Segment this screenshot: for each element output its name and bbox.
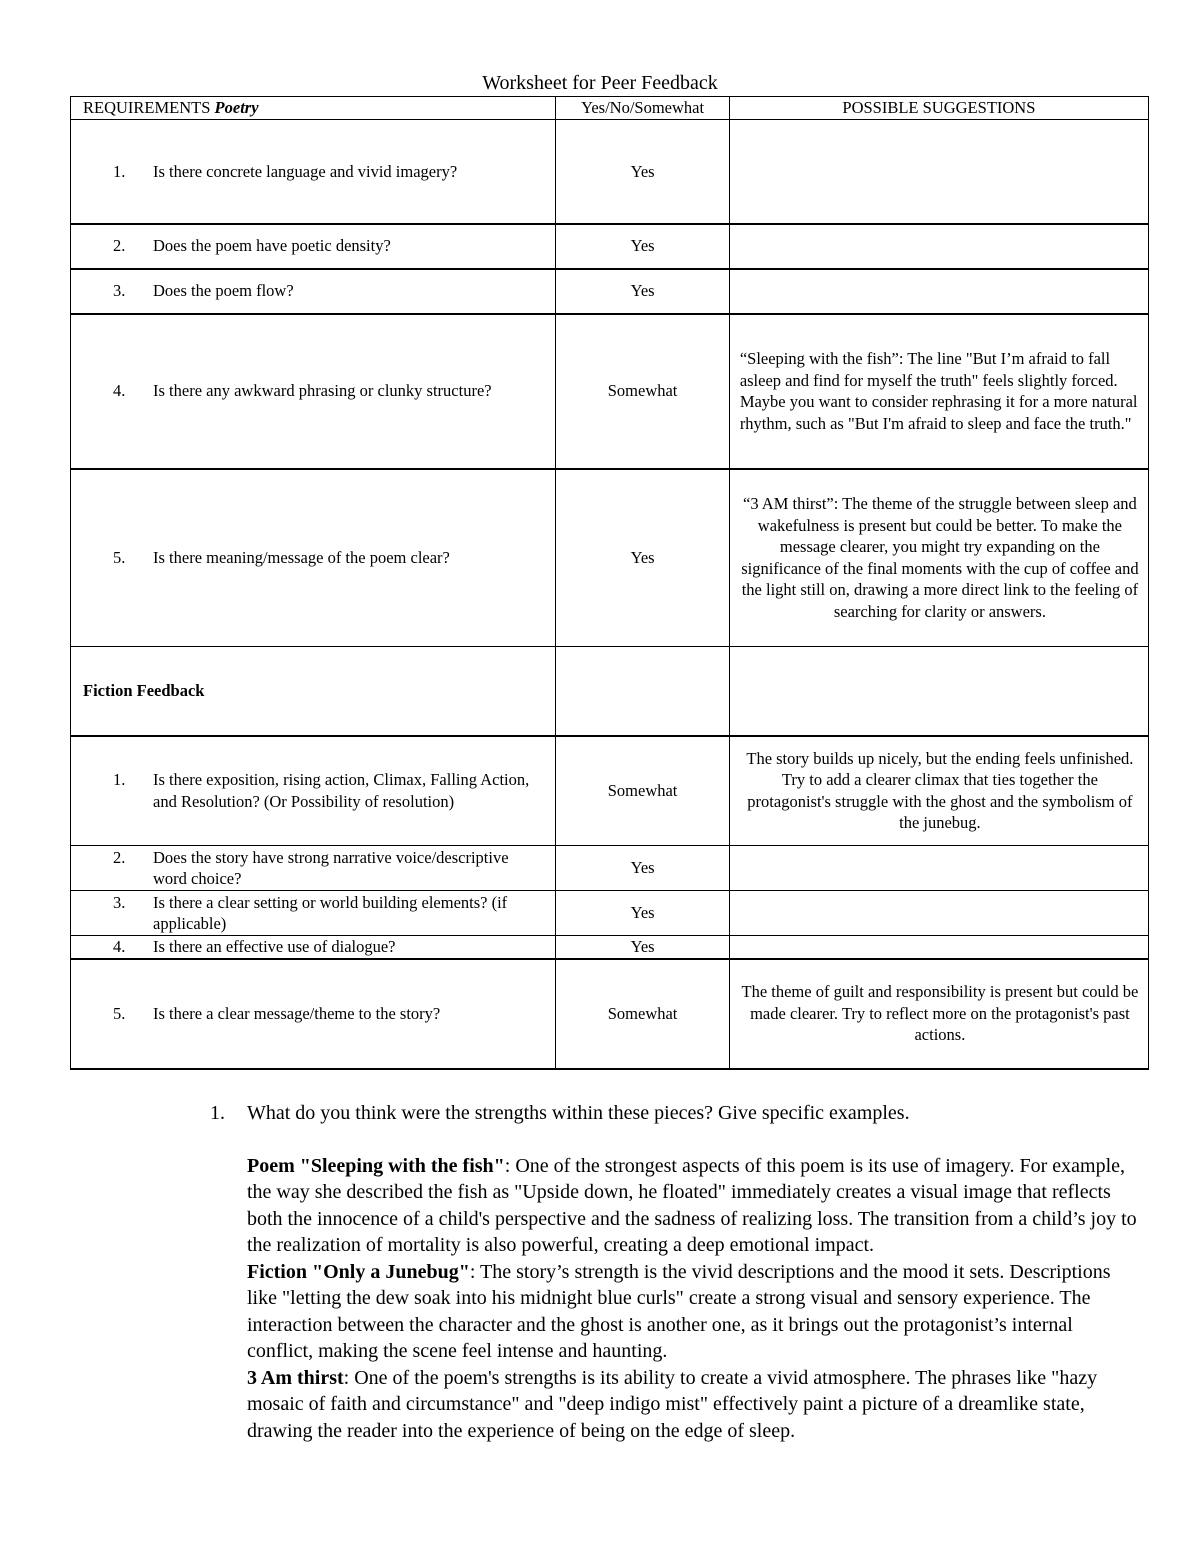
- suggestion-cell: [729, 846, 1148, 891]
- answer-cell: [556, 647, 729, 736]
- table-row: [71, 846, 1149, 891]
- table-row: [71, 314, 1149, 469]
- question-cell: 3. Does the poem flow?: [71, 269, 556, 314]
- suggestion-cell: [729, 647, 1148, 736]
- answer-cell: Somewhat: [556, 959, 729, 1069]
- suggestion-cell: [729, 891, 1148, 936]
- question-cell: 1. Is there concrete language and vivid imagery?: [71, 120, 556, 224]
- question-cell: 5. Is there meaning/message of the poem clear?: [71, 469, 556, 647]
- suggestion-cell: [729, 224, 1148, 269]
- table-row: [71, 469, 1149, 647]
- suggestion-cell: [729, 936, 1148, 959]
- suggestion-cell: “Sleeping with the fish”: The line "But I’m afraid to fall asleep and find for myself the truth" feels slightly forced. Maybe you want to consider rephrasing it for a more natural rhythm, such as "But I'm afraid to sleep and face the truth.": [729, 314, 1148, 469]
- table-row: [71, 120, 1149, 224]
- question-cell: 2. Does the story have strong narrative voice/descriptive word choice?: [71, 846, 556, 891]
- question-cell: 4. Is there any awkward phrasing or clunky structure?: [71, 314, 556, 469]
- poem-strength-paragraph: Poem "Sleeping with the fish": One of the strongest aspects of this poem is its use of imagery. For example, the way she described the fish as "Upside down, he floated" immediately creates a visual image that reflects both the innocence of a child's perspective and the sadness of realizing loss. The transition from a child’s joy to the realization of mortality is also powerful, creating a deep emotional impact.: [247, 1154, 1137, 1256]
- question-cell: 3. Is there a clear setting or world building elements? (if applicable): [71, 891, 556, 936]
- table-header-row: [71, 97, 1149, 120]
- answer-cell: Yes: [556, 120, 729, 224]
- suggestion-cell: [729, 269, 1148, 314]
- table-row: [71, 224, 1149, 269]
- question-cell: 4. Is there an effective use of dialogue?: [71, 936, 556, 959]
- table-row: [71, 891, 1149, 936]
- header-yes-no: Yes/No/Somewhat: [556, 97, 729, 120]
- table-row: [71, 936, 1149, 959]
- feedback-table: [70, 96, 1149, 1070]
- header-requirements: REQUIREMENTS Poetry: [71, 97, 556, 120]
- section-row-fiction: [71, 647, 1149, 736]
- question-cell: 1. Is there exposition, rising action, Climax, Falling Action, and Resolution? (Or Possibility of resolution): [71, 736, 556, 846]
- reflection-question: 1. What do you think were the strengths within these pieces? Give specific examples.: [210, 1102, 910, 1124]
- fiction-strength-paragraph: Fiction "Only a Junebug": The story’s strength is the vivid descriptions and the mood it sets. Descriptions like "letting the dew soak into his midnight blue curls" create a strong visual and sensory experience. The interaction between the character and the ghost is another one, as it brings out the protagonist’s internal conflict, making the scene feel intense and haunting.: [247, 1260, 1111, 1362]
- answer-cell: Yes: [556, 846, 729, 891]
- answer-cell: Yes: [556, 224, 729, 269]
- answer-cell: Yes: [556, 269, 729, 314]
- suggestion-cell: [729, 120, 1148, 224]
- table-row: [71, 959, 1149, 1069]
- thirst-strength-paragraph: 3 Am thirst: One of the poem's strengths is its ability to create a vivid atmosphere. The phrases like "hazy mosaic of faith and circumstance" and "deep indigo mist" effectively paint a picture of a dreamlike state, drawing the reader into the experience of being on the edge of sleep.: [247, 1366, 1098, 1442]
- suggestion-cell: The story builds up nicely, but the ending feels unfinished. Try to add a clearer climax that ties together the protagonist's struggle with the ghost and the symbolism of the junebug.: [729, 736, 1148, 846]
- answer-cell: Yes: [556, 936, 729, 959]
- reflection-section: [210, 1100, 1140, 1444]
- page-title: Worksheet for Peer Feedback: [482, 72, 718, 94]
- section-label: Fiction Feedback: [71, 647, 556, 736]
- suggestion-cell: “3 AM thirst”: The theme of the struggle between sleep and wakefulness is present but could be better. To make the message clearer, you might try expanding on the significance of the final moments with the cup of coffee and the light still on, drawing a more direct link to the feeling of searching for clarity or answers.: [729, 469, 1148, 647]
- question-cell: 2. Does the poem have poetic density?: [71, 224, 556, 269]
- answer-cell: Somewhat: [556, 736, 729, 846]
- suggestion-cell: The theme of guilt and responsibility is present but could be made clearer. Try to reflect more on the protagonist's past actions.: [729, 959, 1148, 1069]
- table-row: [71, 736, 1149, 846]
- header-suggestions: POSSIBLE SUGGESTIONS: [729, 97, 1148, 120]
- answer-cell: Yes: [556, 469, 729, 647]
- question-cell: 5. Is there a clear message/theme to the story?: [71, 959, 556, 1069]
- answer-cell: Yes: [556, 891, 729, 936]
- answer-cell: Somewhat: [556, 314, 729, 469]
- table-row: [71, 269, 1149, 314]
